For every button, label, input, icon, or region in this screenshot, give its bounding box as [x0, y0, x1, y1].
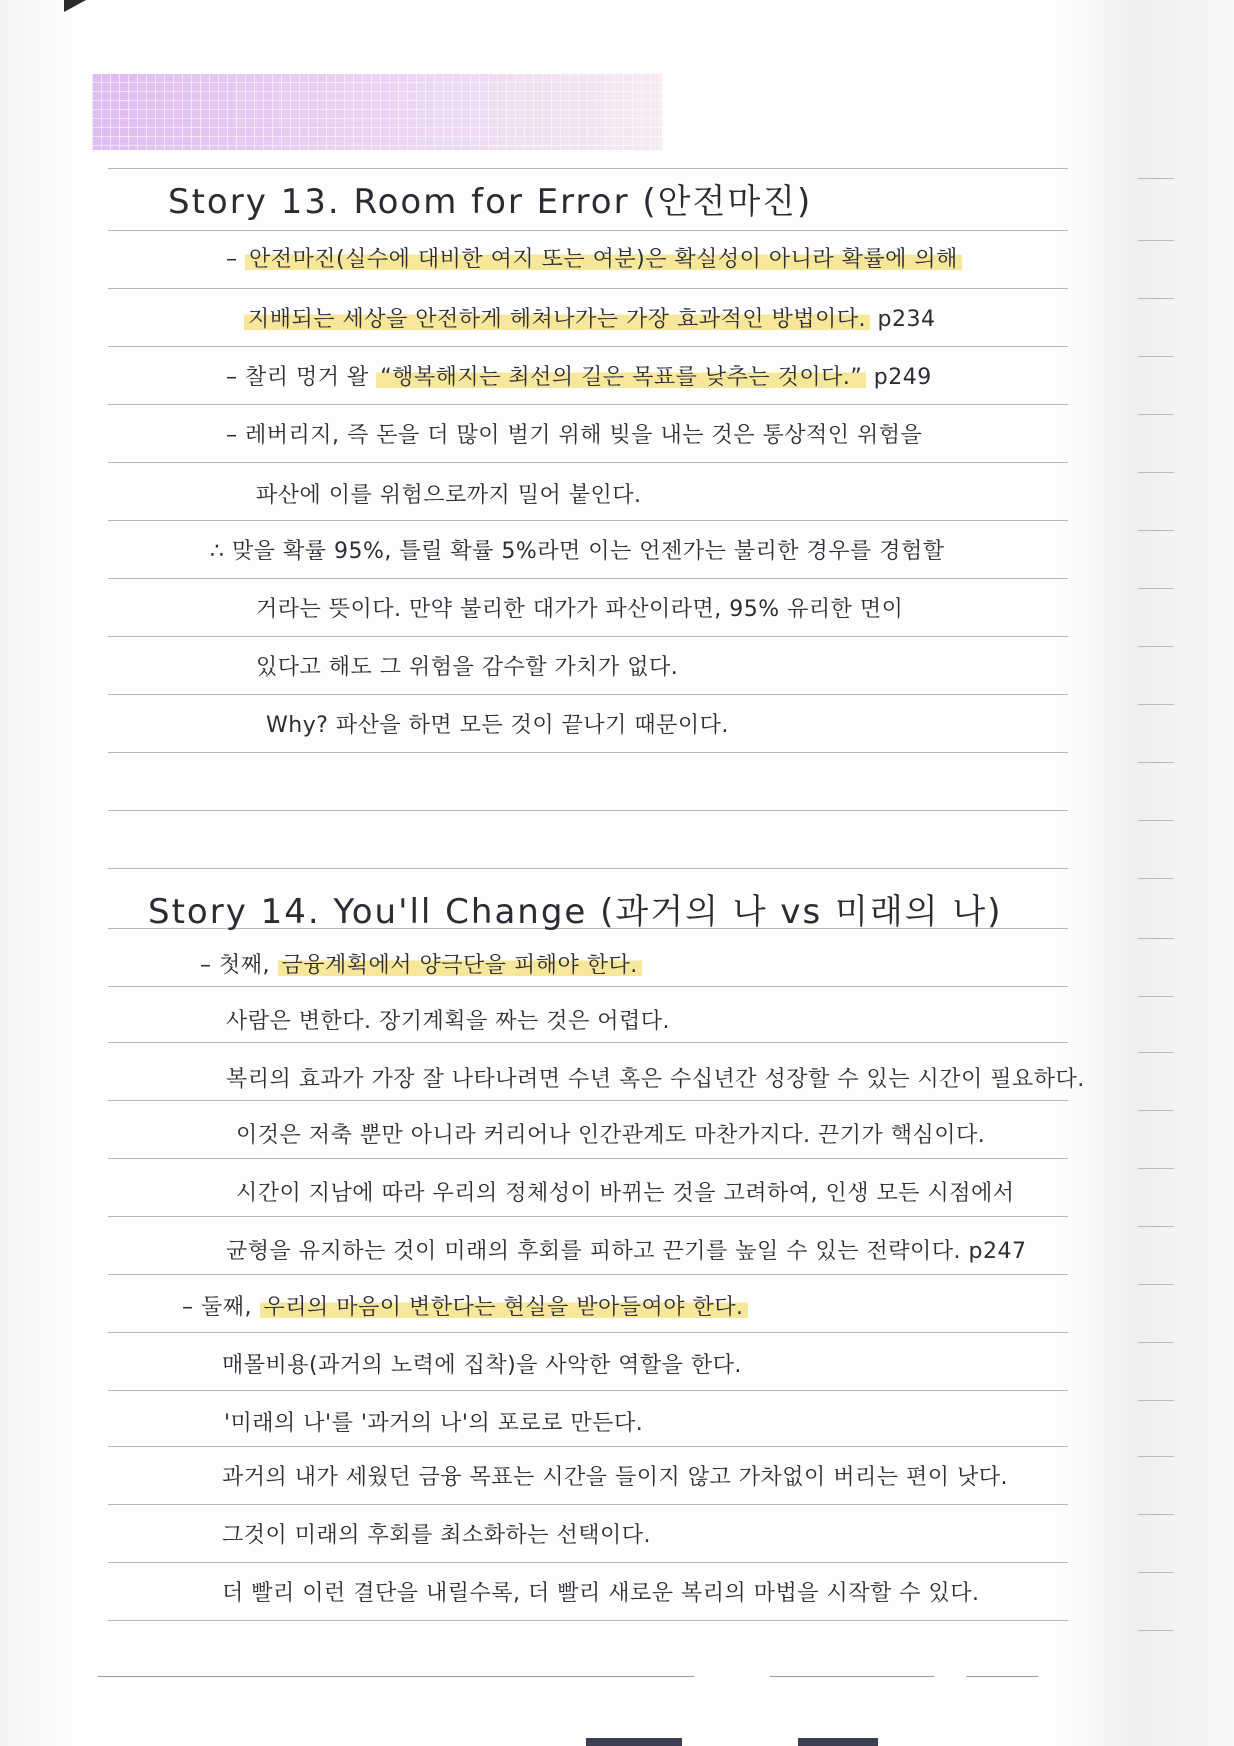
- note-line: [226, 362, 932, 394]
- note-lead: 첫째,: [219, 953, 278, 978]
- margin-dash: [1138, 646, 1174, 647]
- bottom-rule-mid: [770, 1676, 934, 1677]
- ruled-line: [108, 578, 1068, 579]
- note-text: 안전마진(실수에 대비한 여지 또는 여분)은 확실성이 아니라 확률에 의해: [245, 247, 962, 272]
- note-text: 맞을 확률 95%, 틀릴 확률 5%라면 이는 언젠가는 불리한 경우를 경험할: [232, 539, 945, 564]
- page-corner-mark: [64, 0, 86, 12]
- page-ref: p249: [866, 365, 932, 390]
- washi-tape: [92, 74, 662, 150]
- margin-dash: [1138, 1630, 1174, 1631]
- note-line: [236, 1120, 985, 1152]
- note-line: [222, 1578, 979, 1610]
- margin-dash: [1138, 178, 1174, 179]
- note-line: [256, 594, 903, 626]
- note-text: 이것은 저축 뿐만 아니라 커리어나 인간관계도 마찬가지다. 끈기가 핵심이다.: [236, 1123, 986, 1148]
- margin-dash: [1138, 762, 1174, 763]
- note-text: 우리의 마음이 변한다는 현실을 받아들여야 한다.: [260, 1295, 748, 1320]
- note-lead: 찰리 멍거 왈: [245, 365, 377, 390]
- ruled-line: [108, 868, 1068, 869]
- margin-dash: [1138, 878, 1174, 879]
- page-ref: p234: [870, 307, 936, 332]
- bullet: ∴: [210, 539, 232, 564]
- note-line: [222, 1520, 651, 1552]
- margin-dash: [1138, 1456, 1174, 1457]
- ruled-line: [108, 1620, 1068, 1621]
- ruled-line: [108, 1446, 1068, 1447]
- ruled-line: [108, 168, 1068, 169]
- note-line: [256, 652, 678, 684]
- ruled-line: [108, 636, 1068, 637]
- note-text: '미래의 나'를 '과거의 나'의 포로로 만든다.: [224, 1411, 644, 1436]
- ruled-line: [108, 986, 1068, 987]
- note-lead: 둘째,: [201, 1295, 260, 1320]
- note-text: 더 빨리 이런 결단을 내릴수록, 더 빨리 새로운 복리의 마법을 시작할 수 있다.: [222, 1581, 980, 1606]
- note-text: 레버리지, 즉 돈을 더 많이 벌기 위해 빚을 내는 것은 통상적인 위험을: [245, 423, 923, 448]
- margin-dash: [1138, 1342, 1174, 1343]
- ruled-line: [108, 1332, 1068, 1333]
- margin-dash: [1138, 820, 1174, 821]
- margin-dash: [1138, 588, 1174, 589]
- margin-dash: [1138, 996, 1174, 997]
- note-line: [226, 244, 962, 276]
- margin-dash: [1138, 1110, 1174, 1111]
- margin-dash: [1138, 1400, 1174, 1401]
- ruled-line: [108, 1274, 1068, 1275]
- note-text: 시간이 지남에 따라 우리의 정체성이 바뀌는 것을 고려하여, 인생 모든 시점에서: [236, 1181, 1015, 1206]
- note-line: [210, 536, 945, 568]
- ruled-line: [108, 1158, 1068, 1159]
- story-13-title: Story 13. Room for Error (안전마진): [168, 182, 813, 222]
- note-text: 금융계획에서 양극단을 피해야 한다.: [278, 953, 642, 978]
- ruled-line: [108, 1216, 1068, 1217]
- note-text: 매몰비용(과거의 노력에 집착)을 사악한 역할을 한다.: [222, 1353, 742, 1378]
- note-line: [222, 1462, 1008, 1494]
- margin-dash: [1138, 938, 1174, 939]
- ruled-line: [108, 404, 1068, 405]
- margin-dash: [1138, 1052, 1174, 1053]
- ruled-line: [108, 1390, 1068, 1391]
- ruled-line: [108, 752, 1068, 753]
- margin-dash: [1138, 1514, 1174, 1515]
- page-ref: p247: [961, 1239, 1027, 1264]
- note-text: 사람은 변한다. 장기계획을 짜는 것은 어렵다.: [226, 1009, 670, 1034]
- note-line: [226, 1236, 1026, 1268]
- bottom-rule-right: [966, 1676, 1038, 1677]
- margin-dash: [1138, 1284, 1174, 1285]
- ruled-line: [108, 288, 1068, 289]
- note-line: [200, 950, 642, 982]
- note-text: 있다고 해도 그 위험을 감수할 가치가 없다.: [256, 655, 679, 680]
- bullet: –: [226, 365, 245, 390]
- note-text: 파산에 이를 위험으로까지 밀어 붙인다.: [256, 483, 642, 508]
- ruled-line: [108, 1504, 1068, 1505]
- ruled-line: [108, 230, 1068, 231]
- ruled-line: [108, 462, 1068, 463]
- ruled-line: [108, 346, 1068, 347]
- ruled-line: [108, 520, 1068, 521]
- note-text: 복리의 효과가 가장 잘 나타나려면 수년 혹은 수십년간 성장할 수 있는 시간이 필요하다.: [226, 1067, 1085, 1092]
- bullet: –: [226, 423, 245, 448]
- note-line: [182, 1292, 748, 1324]
- bullet: –: [226, 247, 245, 272]
- story-14-title: Story 14. You'll Change (과거의 나 vs 미래의 나): [148, 892, 1003, 932]
- bullet: –: [200, 953, 219, 978]
- margin-dash: [1138, 1572, 1174, 1573]
- note-line: [224, 1408, 643, 1440]
- ruled-line: [108, 694, 1068, 695]
- note-line: [226, 1006, 670, 1038]
- margin-dash: [1138, 414, 1174, 415]
- note-line: [226, 1064, 1085, 1096]
- margin-dash: [1138, 530, 1174, 531]
- bottom-tab-right: [798, 1738, 878, 1746]
- note-text: 그것이 미래의 후회를 최소화하는 선택이다.: [222, 1523, 652, 1548]
- margin-dash: [1138, 1226, 1174, 1227]
- note-line: [236, 1178, 1015, 1210]
- ruled-line: [108, 810, 1068, 811]
- bullet: –: [182, 1295, 201, 1320]
- ruled-line: [108, 1562, 1068, 1563]
- note-line: [256, 480, 642, 512]
- bottom-tab-left: [586, 1738, 682, 1746]
- margin-dash: [1138, 356, 1174, 357]
- ruled-line: [108, 1100, 1068, 1101]
- note-text: 균형을 유지하는 것이 미래의 후회를 피하고 끈기를 높일 수 있는 전략이다.: [226, 1239, 961, 1264]
- note-text: 과거의 내가 세웠던 금융 목표는 시간을 들이지 않고 가차없이 버리는 편이 낫다.: [222, 1465, 1008, 1490]
- margin-dash: [1138, 1168, 1174, 1169]
- note-text: 거라는 뜻이다. 만약 불리한 대가가 파산이라면, 95% 유리한 면이: [256, 597, 904, 622]
- margin-dash: [1138, 298, 1174, 299]
- note-text: “행복해지는 최선의 길은 목표를 낮추는 것이다.”: [376, 365, 866, 390]
- note-line: [266, 710, 729, 742]
- note-text: Why? 파산을 하면 모든 것이 끝나기 때문이다.: [266, 713, 729, 738]
- note-line: [244, 304, 935, 336]
- margin-dash: [1138, 704, 1174, 705]
- note-text: 지배되는 세상을 안전하게 헤쳐나가는 가장 효과적인 방법이다.: [244, 307, 870, 332]
- note-line: [226, 420, 922, 452]
- bottom-rule-left: [98, 1676, 694, 1677]
- margin-dash: [1138, 240, 1174, 241]
- note-line: [222, 1350, 742, 1382]
- margin-dash: [1138, 472, 1174, 473]
- ruled-line: [108, 1042, 1068, 1043]
